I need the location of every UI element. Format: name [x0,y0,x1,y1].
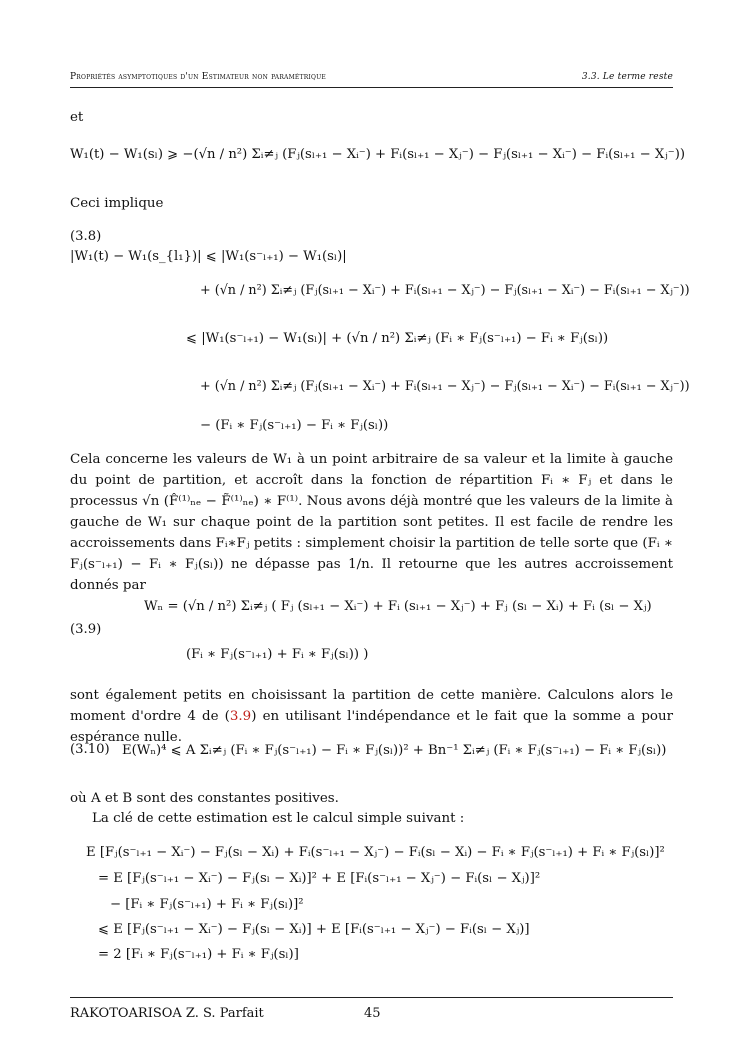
header-rule [70,87,673,88]
equation-3-8-line-3: ⩽ |W₁(s⁻ₗ₊₁) − W₁(sₗ)| + (√n / n²) Σᵢ≠ⱼ (Fᵢ ∗ Fⱼ(s⁻ₗ₊₁) − Fᵢ ∗ Fⱼ(sₗ)) [186,331,609,346]
paragraph-sont-part-1: sont également petits en choisissant la partition de cette manière. Calculons alors le moment d'ordre 4 de ( [70,688,673,724]
equation-3-10-label: (3.10) [70,742,110,757]
calculation-line-4: ⩽ E [Fⱼ(s⁻ₗ₊₁ − Xᵢ⁻) − Fⱼ(sₗ − Xᵢ)] + E [Fᵢ(s⁻ₗ₊₁ − Xⱼ⁻) − Fᵢ(sₗ − Xⱼ)] [98,922,530,937]
equation-3-9-line-1: Wₙ = (√n / n²) Σᵢ≠ⱼ ( Fⱼ (sₗ₊₁ − Xᵢ⁻) + Fᵢ (sₗ₊₁ − Xⱼ⁻) + Fⱼ (sₗ − Xᵢ) + Fᵢ (sₗ − Xⱼ) [144,599,652,614]
footer-rule [70,997,673,998]
calculation-line-5: = 2 [Fᵢ ∗ Fⱼ(s⁻ₗ₊₁) + Fᵢ ∗ Fⱼ(sₗ)] [98,947,299,962]
equation-3-8-line-2: + (√n / n²) Σᵢ≠ⱼ (Fⱼ(sₗ₊₁ − Xᵢ⁻) + Fᵢ(sₗ₊₁ − Xⱼ⁻) − Fⱼ(sₗ₊₁ − Xᵢ⁻) − Fᵢ(sₗ₊₁ − Xⱼ⁻)) [200,283,690,298]
calculation-line-3: − [Fᵢ ∗ Fⱼ(s⁻ₗ₊₁) + Fᵢ ∗ Fⱼ(sₗ)]² [110,897,304,912]
calculation-line-2: = E [Fⱼ(s⁻ₗ₊₁ − Xᵢ⁻) − Fⱼ(sₗ − Xᵢ)]² + E [Fᵢ(s⁻ₗ₊₁ − Xⱼ⁻) − Fᵢ(sₗ − Xⱼ)]² [98,871,541,886]
paragraph-sont [70,685,673,748]
paragraph-ou: où A et B sont des constantes positives. [70,791,339,806]
equation-3-10: E(Wₙ)⁴ ⩽ A Σᵢ≠ⱼ (Fᵢ ∗ Fⱼ(s⁻ₗ₊₁) − Fᵢ ∗ Fⱼ(sₗ))² + Bn⁻¹ Σᵢ≠ⱼ (Fᵢ ∗ Fⱼ(s⁻ₗ₊₁) − Fᵢ ∗ Fⱼ(sₗ)) [122,743,667,758]
paragraph-et: et [70,110,84,125]
footer-author: RAKOTOARISOA Z. S. Parfait [70,1006,264,1021]
running-header-title: Propriétés asymptotiques d'un Estimateur non paramétrique [70,72,326,82]
paragraph-sont-part-2: ) en utilisant l'indépendance et le fait que la somme a pour espérance nulle. [70,709,673,745]
equation-w1-bound: W₁(t) − W₁(sₗ) ⩾ −(√n / n²) Σᵢ≠ⱼ (Fⱼ(sₗ₊₁ − Xᵢ⁻) + Fᵢ(sₗ₊₁ − Xⱼ⁻) − Fⱼ(sₗ₊₁ − Xᵢ⁻) − Fᵢ(sₗ₊₁ − Xⱼ⁻)) [70,147,686,162]
equation-3-9-line-2: (Fᵢ ∗ Fⱼ(s⁻ₗ₊₁) + Fᵢ ∗ Fⱼ(sₗ)) ) [186,647,369,662]
calculation-line-1: E [Fⱼ(s⁻ₗ₊₁ − Xᵢ⁻) − Fⱼ(sₗ − Xᵢ) + Fᵢ(s⁻ₗ₊₁ − Xⱼ⁻) − Fᵢ(sₗ − Xᵢ) − Fᵢ ∗ Fⱼ(s⁻ₗ₊₁) + Fᵢ ∗ Fⱼ(sₗ)]² [86,845,665,860]
equation-reference-link[interactable]: 3.9 [229,709,252,724]
equation-3-8-label: (3.8) [70,229,102,244]
running-header [70,72,673,86]
equation-3-9-label: (3.9) [70,622,102,637]
paragraph-cle: La clé de cette estimation est le calcul simple suivant : [92,811,465,826]
equation-3-8-line-4: + (√n / n²) Σᵢ≠ⱼ (Fⱼ(sₗ₊₁ − Xᵢ⁻) + Fᵢ(sₗ₊₁ − Xⱼ⁻) − Fⱼ(sₗ₊₁ − Xᵢ⁻) − Fᵢ(sₗ₊₁ − Xⱼ⁻)) [200,379,690,394]
paragraph-cela: Cela concerne les valeurs de W₁ à un point arbitraire de sa valeur et la limite à gauche du point de partition, et accroît dans la fonction de répartition Fᵢ ∗ Fⱼ et dans le processus √n (F̂⁽¹⁾ₙₑ − F̃⁽¹⁾ₙₑ) ∗ F⁽¹⁾. Nous avons déjà montré que les valeurs de la limite à gauche de W₁ sur chaque point de la partition sont petites. Il est facile de rendre les accroissements dans Fᵢ∗Fⱼ petits : simplement choisir la partition de telle sorte que (Fᵢ ∗ Fⱼ(s⁻ₗ₊₁) − Fᵢ ∗ Fⱼ(sₗ)) ne dépasse pas 1/n. Il retourne que les autres accroissement donnés par [70,452,673,593]
running-header-section: 3.3. Le terme reste [581,72,673,82]
equation-3-8-line-1: |W₁(t) − W₁(s_{l₁})| ⩽ |W₁(s⁻ₗ₊₁) − W₁(sₗ)| [70,249,347,264]
equation-3-8-line-5: − (Fᵢ ∗ Fⱼ(s⁻ₗ₊₁) − Fᵢ ∗ Fⱼ(sₗ)) [200,418,389,433]
page-number: 45 [364,1006,381,1021]
paragraph-ceci: Ceci implique [70,196,164,211]
